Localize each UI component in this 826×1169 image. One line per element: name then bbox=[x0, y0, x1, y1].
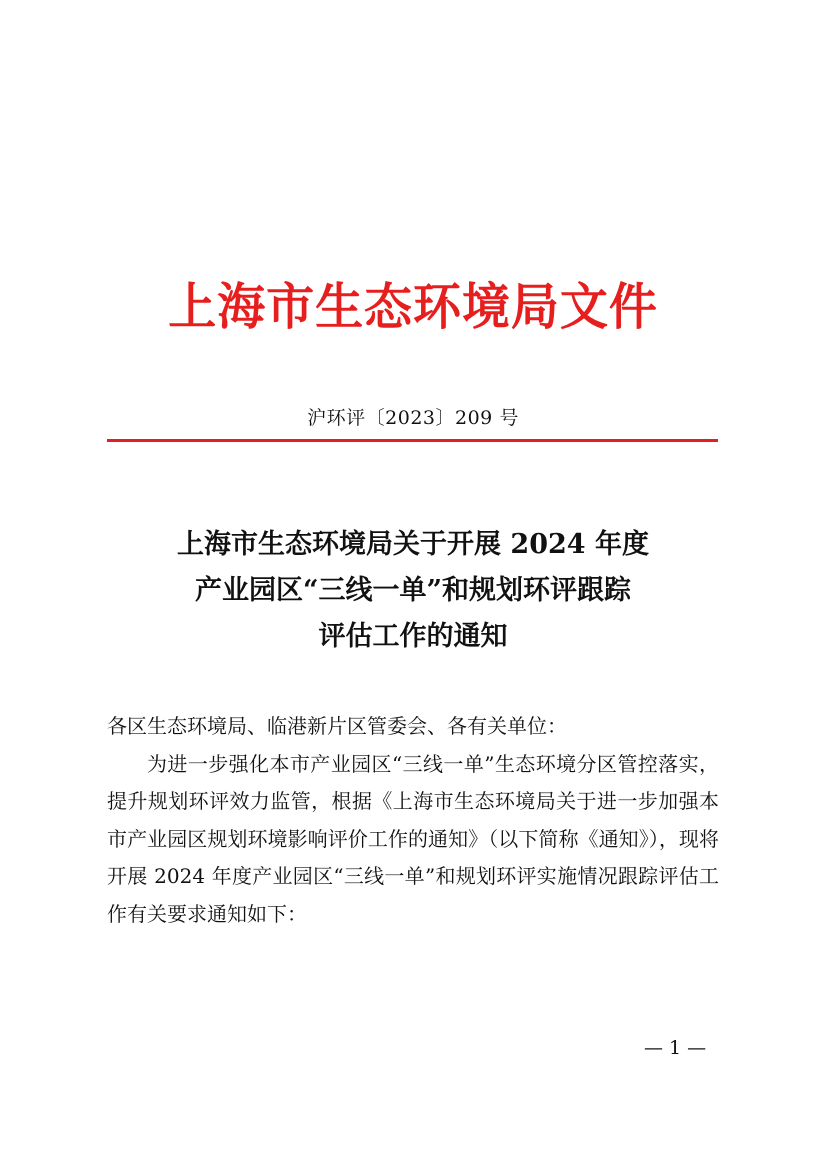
body-paragraph: 为进一步强化本市产业园区“三线一单”生态环境分区管控落实，提升规划环评效力监管，根据《上海市生态环境局关于进一步加强本市产业园区规划环境影响评价工作的通知》（以下简称《通知》），现将开展 2024 年度产业园区“三线一单”和规划环评实施情况跟踪评估工作有关要求通知如下： bbox=[107, 751, 719, 926]
document-title bbox=[0, 522, 826, 660]
red-divider-rule bbox=[107, 439, 718, 442]
document-body bbox=[107, 708, 719, 933]
document-title-line: 评估工作的通知 bbox=[318, 621, 508, 652]
document-number: 沪环评〔2023〕209 号 bbox=[307, 407, 519, 429]
document-title-line: 产业园区“三线一单”和规划环评跟踪 bbox=[194, 575, 632, 606]
salutation: 各区生态环境局、临港新片区管委会、各有关单位： bbox=[107, 714, 567, 738]
document-title-line: 上海市生态环境局关于开展 2024 年度 bbox=[177, 529, 649, 560]
issuer-header-title: 上海市生态环境局文件 bbox=[168, 277, 658, 336]
page-number: — 1 — bbox=[644, 1037, 707, 1059]
